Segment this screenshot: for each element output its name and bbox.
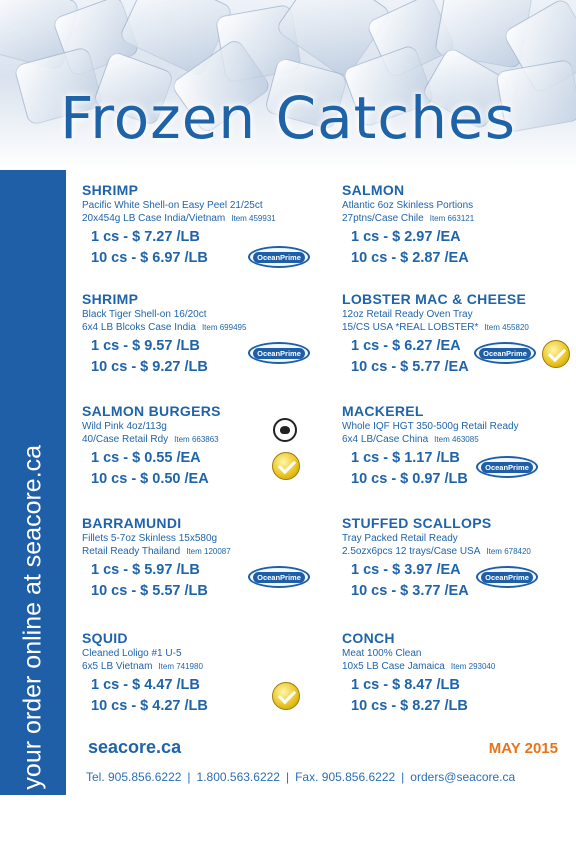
price-10cs: 10 cs - $ 0.97 /LB [351, 471, 468, 487]
toll-free-number: 1.800.563.6222 [196, 770, 280, 784]
price-10cs: 10 cs - $ 2.87 /EA [351, 250, 469, 266]
product-name: SALMON [342, 182, 405, 198]
price-1cs: 1 cs - $ 5.97 /LB [91, 562, 200, 578]
price-1cs: 1 cs - $ 0.55 /EA [91, 450, 201, 466]
product-desc: Pacific White Shell-on Easy Peel 21/25ct [82, 200, 263, 211]
oceanprime-logo: OceanPrime [474, 342, 536, 364]
product-pack: 6x4 LB/Case China [342, 434, 429, 445]
product-name: SHRIMP [82, 291, 139, 307]
product-conch [342, 630, 576, 717]
product-pack: 2.5ozx6pcs 12 trays/Case USA [342, 546, 481, 557]
order-online-text: Place your order online at seacore.ca [18, 444, 47, 859]
price-1cs: 1 cs - $ 7.27 /LB [91, 229, 200, 245]
price-1cs: 1 cs - $ 8.47 /LB [351, 677, 460, 693]
product-desc: Black Tiger Shell-on 16/20ct [82, 309, 207, 320]
price-1cs: 1 cs - $ 2.97 /EA [351, 229, 461, 245]
product-desc: Atlantic 6oz Skinless Portions [342, 200, 474, 211]
phone-number: Tel. 905.856.6222 [86, 770, 182, 784]
price-1cs: 1 cs - $ 6.27 /EA [351, 338, 461, 354]
item-number: Item 459931 [231, 214, 276, 223]
price-10cs: 10 cs - $ 6.97 /LB [91, 250, 208, 266]
product-name: SQUID [82, 630, 128, 646]
price-10cs: 10 cs - $ 9.27 /LB [91, 359, 208, 375]
product-pack: 6x5 LB Vietnam [82, 661, 153, 672]
contact-bar: Tel. 905.856.6222 | 1.800.563.6222 | Fax. 905.856.6222 | orders@seacore.ca [86, 770, 516, 784]
product-desc: 12oz Retail Ready Oven Tray [342, 309, 473, 320]
fax-number: Fax. 905.856.6222 [295, 770, 396, 784]
product-barramundi [82, 515, 322, 602]
price-10cs: 10 cs - $ 8.27 /LB [351, 698, 468, 714]
issue-date: MAY 2015 [488, 740, 558, 757]
product-name: SHRIMP [82, 182, 139, 198]
oceanprime-logo: OceanPrime [248, 246, 310, 268]
item-number: Item 455820 [484, 323, 529, 332]
page-title: Frozen Catches [60, 84, 516, 152]
product-name: CONCH [342, 630, 395, 646]
product-pack: 15/CS USA *REAL LOBSTER* [342, 322, 479, 333]
item-number: Item 120087 [186, 547, 231, 556]
price-1cs: 1 cs - $ 9.57 /LB [91, 338, 200, 354]
price-10cs: 10 cs - $ 3.77 /EA [351, 583, 469, 599]
product-desc: Wild Pink 4oz/113g [82, 421, 167, 432]
ice-header [0, 0, 576, 170]
website-link[interactable]: seacore.ca [88, 737, 182, 757]
product-desc: Cleaned Loligo #1 U-5 [82, 648, 182, 659]
product-name: BARRAMUNDI [82, 515, 182, 531]
price-10cs: 10 cs - $ 0.50 /EA [91, 471, 209, 487]
item-number: Item 699495 [201, 323, 247, 332]
product-desc: Tray Packed Retail Ready [342, 533, 458, 544]
product-pack: 10x5 LB Case Jamaica [342, 661, 445, 672]
product-desc: Whole IQF HGT 350-500g Retail Ready [342, 421, 519, 432]
product-name: MACKEREL [342, 403, 424, 419]
product-mackerel [342, 403, 576, 490]
item-number: Item 678420 [486, 547, 531, 556]
oceanprime-logo: OceanPrime [248, 566, 310, 588]
gold-checkmark-icon [542, 340, 570, 368]
price-10cs: 10 cs - $ 5.57 /LB [91, 583, 208, 599]
email-link[interactable]: orders@seacore.ca [410, 770, 516, 784]
gold-checkmark-icon [272, 682, 300, 710]
price-1cs: 1 cs - $ 1.17 /LB [351, 450, 460, 466]
oceanprime-logo: OceanPrime [248, 342, 310, 364]
price-10cs: 10 cs - $ 4.27 /LB [91, 698, 208, 714]
product-pack: 40/Case Retail Rdy [82, 434, 169, 445]
product-pack: 27ptns/Case Chile [342, 213, 424, 224]
product-lobster-mac [342, 291, 576, 378]
item-number: Item 463085 [434, 435, 479, 444]
product-name: STUFFED SCALLOPS [342, 515, 492, 531]
price-1cs: 1 cs - $ 3.97 /EA [351, 562, 461, 578]
product-desc: Meat 100% Clean [342, 648, 422, 659]
product-desc: Fillets 5-7oz Skinless 15x580g [82, 533, 218, 544]
oceanprime-logo: OceanPrime [476, 456, 538, 478]
sidebar-banner [0, 170, 66, 859]
item-number: Item 663863 [174, 435, 219, 444]
gold-checkmark-icon [272, 452, 300, 480]
item-number: Item 741980 [158, 662, 203, 671]
product-salmon [342, 182, 576, 269]
product-pack: 6x4 LB Blcoks Case India [82, 322, 196, 333]
product-shrimp-tiger [82, 291, 322, 378]
price-10cs: 10 cs - $ 5.77 /EA [351, 359, 469, 375]
product-pack: Retail Ready Thailand [82, 546, 181, 557]
item-number: Item 293040 [450, 662, 496, 671]
oceanprime-logo: OceanPrime [476, 566, 538, 588]
product-name: LOBSTER MAC & CHEESE [342, 291, 527, 307]
item-number: Item 663121 [429, 214, 475, 223]
certification-seal-icon [273, 418, 297, 442]
product-stuffed-scallops [342, 515, 576, 602]
product-name: SALMON BURGERS [82, 403, 221, 419]
price-1cs: 1 cs - $ 4.47 /LB [91, 677, 200, 693]
product-pack: 20x454g LB Case India/Vietnam [82, 213, 226, 224]
